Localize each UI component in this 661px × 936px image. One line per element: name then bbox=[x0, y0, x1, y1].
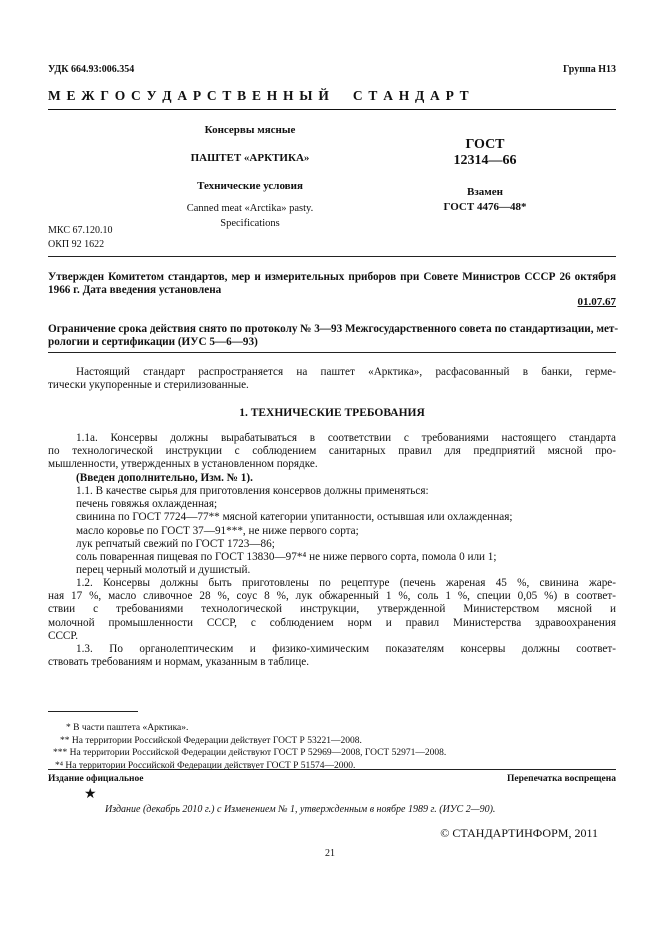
edition-note: Издание (декабрь 2010 г.) с Изменением № 1, утвержденным в ноябре 1989 г. (ИУС 2—90). bbox=[105, 804, 496, 815]
clause-line: СССР. bbox=[48, 629, 79, 642]
restriction-line: рологии и сертификации (ИУС 5—6—93) bbox=[48, 336, 258, 348]
mks-code: МКС 67.120.10 bbox=[48, 225, 113, 236]
replaces-number: ГОСТ 4476—48* bbox=[443, 201, 527, 213]
footnote: *⁴ На территории Российской Федерации действует ГОСТ Р 51574—2000. bbox=[55, 760, 356, 771]
raw-material-item: печень говяжья охлажденная; bbox=[76, 498, 218, 511]
page-number: 21 bbox=[325, 848, 335, 859]
clause-line: ствии с требованиями технологической инструкции, утвержденной Министерством мясной и bbox=[48, 603, 616, 616]
amendment-note: (Введен дополнительно, Изм. № 1). bbox=[76, 471, 253, 484]
intro-line: тически укупоренные и стерилизованные. bbox=[48, 379, 249, 392]
footnotes bbox=[48, 722, 468, 772]
footnote: *** На территории Российской Федерации действуют ГОСТ Р 52969—2008, ГОСТ 52971—2008. bbox=[53, 748, 447, 758]
standard-banner: М Е Ж Г О С У Д А Р С Т В Е Н Н Ы Й С Т А Н Д А Р Т bbox=[48, 88, 470, 103]
group-code: Группа Н13 bbox=[563, 64, 616, 75]
clause-1-3 bbox=[48, 643, 616, 669]
clause-line: ная 17 %, масло сливочное 28 %, соус 8 %, лук обжаренный 1 %, соль 1 %, специи 0,05 %) в соответ- bbox=[48, 590, 616, 603]
clause-line: 1.1а. Консервы должны вырабатываться в соответствии с требованиями настоящего стандарта bbox=[76, 432, 616, 444]
raw-material-item: соль поваренная пищевая по ГОСТ 13830—97*⁴ не ниже первого сорта, помола 0 или 1; bbox=[76, 551, 497, 564]
banner-rule bbox=[48, 109, 616, 110]
footnote-rule bbox=[48, 711, 138, 712]
clause-line: мышленности, утвержденных в установленном порядке. bbox=[48, 458, 318, 471]
footer-rule bbox=[48, 769, 616, 770]
raw-material-item: масло коровье по ГОСТ 37—91***, не ниже первого сорта; bbox=[76, 524, 359, 537]
udk-code: УДК 664.93:006.354 bbox=[48, 64, 135, 75]
clause-line: 1.2. Консервы должны быть приготовлены по рецептуре (печень жареная 45 %, свинина жаре- bbox=[76, 577, 616, 589]
clause-line: 1.3. По органолептическим и физико-химическим показателям консервы должны соответ- bbox=[76, 643, 616, 655]
clause-line: по технологической инструкции с соблюдением санитарных правил для предприятий мясной про- bbox=[48, 445, 616, 458]
star-icon: ★ bbox=[84, 787, 97, 802]
gost-label: ГОСТ bbox=[465, 137, 505, 152]
approval-block bbox=[48, 271, 616, 297]
restriction-rule bbox=[48, 352, 616, 353]
intro-line: Настоящий стандарт распространяется на паштет «Арктика», расфасованный в банки, герме- bbox=[76, 366, 616, 378]
codes-rule bbox=[48, 256, 616, 257]
english-title: Canned meat «Arctika» pasty. bbox=[186, 203, 314, 214]
restriction-block bbox=[48, 323, 619, 349]
restriction-line: Ограничение срока действия снято по протоколу № 3—93 Межгосударственного совета по стандартизации, мет- bbox=[48, 323, 619, 335]
clause-1-1a bbox=[48, 432, 616, 485]
product-name: ПАШТЕТ «АРКТИКА» bbox=[190, 152, 310, 164]
approval-line: Утвержден Комитетом стандартов, мер и измерительных приборов при Совете Министров СССР 26 октября bbox=[48, 271, 616, 283]
introduction-date: 01.07.67 bbox=[577, 296, 616, 308]
footnote: ** На территории Российской Федерации действует ГОСТ Р 53221—2008. bbox=[60, 735, 362, 746]
footnote: * В части паштета «Арктика». bbox=[66, 723, 189, 733]
approval-line: 1966 г. Дата введения установлена bbox=[48, 284, 222, 296]
replaces-label: Взамен bbox=[467, 186, 503, 198]
raw-material-item: лук репчатый свежий по ГОСТ 1723—86; bbox=[76, 537, 275, 550]
english-subtitle: Specifications bbox=[220, 218, 280, 229]
clause-1-2 bbox=[48, 577, 616, 643]
intro-paragraph bbox=[48, 366, 616, 392]
clause-line: 1.1. В качестве сырья для приготовления консервов должны применяться: bbox=[76, 485, 429, 497]
section-heading: 1. ТЕХНИЧЕСКИЕ ТРЕБОВАНИЯ bbox=[239, 407, 425, 419]
clause-line: молочной промышленности СССР, с соблюдением норм и правил Министерства здравоохранения bbox=[48, 616, 616, 629]
okp-code: ОКП 92 1622 bbox=[48, 239, 105, 250]
gost-number: 12314—66 bbox=[453, 153, 517, 168]
raw-material-item: свинина по ГОСТ 7724—77** мясной категории упитанности, остывшая или охлажденная; bbox=[76, 511, 513, 524]
official-edition: Издание официальное bbox=[48, 774, 144, 784]
copyright: © СТАНДАРТИНФОРМ, 2011 bbox=[440, 826, 598, 840]
clause-1-1 bbox=[48, 485, 616, 577]
reprint-prohibited: Перепечатка воспрещена bbox=[506, 774, 616, 784]
clause-line: ствовать требованиям и нормам, указанным в таблице. bbox=[48, 656, 310, 669]
raw-material-item: перец черный молотый и душистый. bbox=[76, 564, 251, 577]
product-kind: Консервы мясные bbox=[204, 124, 296, 136]
technical-conditions: Технические условия bbox=[197, 180, 303, 192]
